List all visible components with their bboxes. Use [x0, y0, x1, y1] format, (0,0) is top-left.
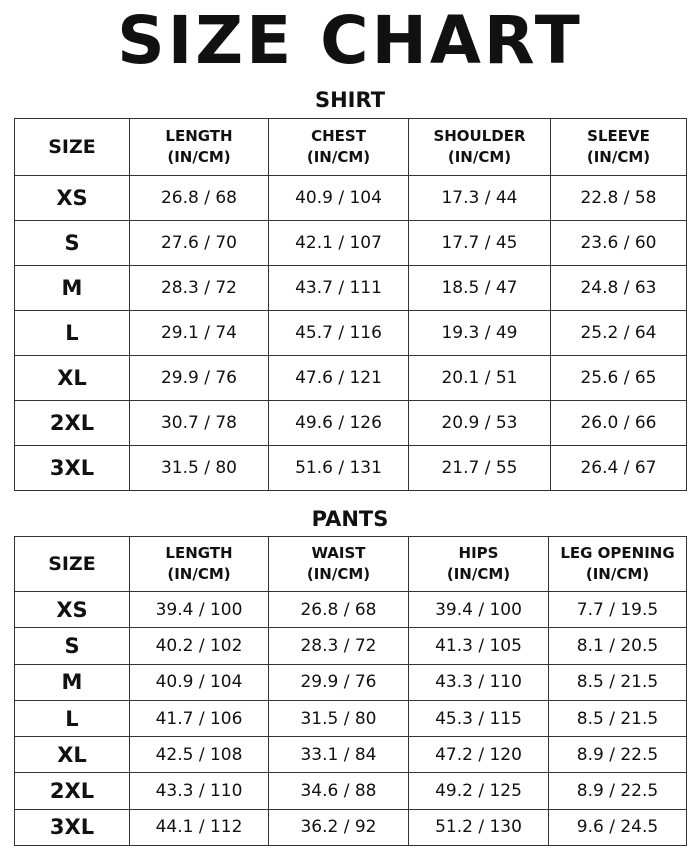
measurement-cell: 8.5 / 21.5	[549, 700, 687, 736]
measurement-cell: 26.8 / 68	[130, 176, 269, 221]
measurement-cell: 27.6 / 70	[130, 221, 269, 266]
measurement-cell: 40.9 / 104	[130, 664, 269, 700]
pants-column-header	[269, 537, 409, 592]
size-label: S	[15, 221, 130, 266]
measurement-cell: 18.5 / 47	[409, 266, 551, 311]
measurement-cell: 42.5 / 108	[130, 737, 269, 773]
measurement-cell: 45.7 / 116	[269, 311, 409, 356]
measurement-cell: 8.9 / 22.5	[549, 773, 687, 809]
measurement-cell: 19.3 / 49	[409, 311, 551, 356]
measurement-cell: 43.3 / 110	[409, 664, 549, 700]
measurement-cell: 9.6 / 24.5	[549, 809, 687, 845]
size-label: 2XL	[15, 401, 130, 446]
header-unit: (IN/CM)	[306, 148, 371, 166]
table-row	[15, 356, 687, 401]
pants-size-table	[14, 536, 687, 846]
shirt-column-header	[269, 119, 409, 176]
measurement-cell: 44.1 / 112	[130, 809, 269, 845]
measurement-cell: 45.3 / 115	[409, 700, 549, 736]
pants-table-body	[15, 592, 687, 846]
table-row	[15, 592, 687, 628]
table-row	[15, 700, 687, 736]
size-label: 2XL	[15, 773, 130, 809]
measurement-cell: 43.3 / 110	[130, 773, 269, 809]
measurement-cell: 7.7 / 19.5	[549, 592, 687, 628]
measurement-cell: 49.2 / 125	[409, 773, 549, 809]
header-label: SIZE	[48, 135, 96, 158]
measurement-cell: 51.2 / 130	[409, 809, 549, 845]
measurement-cell: 43.7 / 111	[269, 266, 409, 311]
measurement-cell: 47.6 / 121	[269, 356, 409, 401]
shirt-section-title: SHIRT	[314, 88, 386, 112]
size-label: XL	[15, 356, 130, 401]
table-row	[15, 266, 687, 311]
shirt-header-row	[15, 119, 687, 176]
measurement-cell: 17.7 / 45	[409, 221, 551, 266]
page-title: SIZE CHART	[117, 2, 583, 79]
size-label: XL	[15, 737, 130, 773]
measurement-cell: 31.5 / 80	[130, 446, 269, 491]
measurement-cell: 29.1 / 74	[130, 311, 269, 356]
header-label: WAIST	[311, 544, 366, 562]
measurement-cell: 20.1 / 51	[409, 356, 551, 401]
header-unit: (IN/CM)	[167, 148, 231, 166]
measurement-cell: 28.3 / 72	[130, 266, 269, 311]
measurement-cell: 20.9 / 53	[409, 401, 551, 446]
measurement-cell: 36.2 / 92	[269, 809, 409, 845]
table-row	[15, 311, 687, 356]
size-label: XS	[15, 176, 130, 221]
header-label: CHEST	[311, 127, 366, 145]
measurement-cell: 49.6 / 126	[269, 401, 409, 446]
header-label: LENGTH	[165, 127, 233, 145]
shirt-column-header	[15, 119, 130, 176]
pants-section-title: PANTS	[311, 507, 389, 531]
header-label: LENGTH	[165, 544, 233, 562]
pants-column-header	[549, 537, 687, 592]
table-row	[15, 737, 687, 773]
shirt-column-header	[409, 119, 551, 176]
size-label: XS	[15, 592, 130, 628]
measurement-cell: 8.9 / 22.5	[549, 737, 687, 773]
measurement-cell: 26.4 / 67	[551, 446, 687, 491]
measurement-cell: 40.9 / 104	[269, 176, 409, 221]
measurement-cell: 51.6 / 131	[269, 446, 409, 491]
measurement-cell: 25.6 / 65	[551, 356, 687, 401]
measurement-cell: 21.7 / 55	[409, 446, 551, 491]
shirt-column-header	[130, 119, 269, 176]
pants-column-header	[130, 537, 269, 592]
table-row	[15, 773, 687, 809]
measurement-cell: 17.3 / 44	[409, 176, 551, 221]
size-label: 3XL	[15, 446, 130, 491]
measurement-cell: 23.6 / 60	[551, 221, 687, 266]
table-row	[15, 221, 687, 266]
measurement-cell: 39.4 / 100	[409, 592, 549, 628]
table-row	[15, 809, 687, 845]
header-label: SHOULDER	[433, 127, 526, 145]
table-row	[15, 628, 687, 664]
header-unit: (IN/CM)	[585, 565, 650, 583]
header-label: LEG OPENING	[560, 544, 675, 562]
header-label: HIPS	[458, 544, 499, 562]
measurement-cell: 22.8 / 58	[551, 176, 687, 221]
measurement-cell: 29.9 / 76	[269, 664, 409, 700]
measurement-cell: 41.3 / 105	[409, 628, 549, 664]
measurement-cell: 26.0 / 66	[551, 401, 687, 446]
header-unit: (IN/CM)	[446, 565, 511, 583]
measurement-cell: 41.7 / 106	[130, 700, 269, 736]
table-row	[15, 446, 687, 491]
shirt-size-table	[14, 118, 687, 491]
header-label: SLEEVE	[587, 127, 650, 145]
measurement-cell: 30.7 / 78	[130, 401, 269, 446]
measurement-cell: 8.1 / 20.5	[549, 628, 687, 664]
measurement-cell: 42.1 / 107	[269, 221, 409, 266]
measurement-cell: 25.2 / 64	[551, 311, 687, 356]
table-row	[15, 664, 687, 700]
table-row	[15, 401, 687, 446]
header-unit: (IN/CM)	[586, 148, 651, 166]
header-unit: (IN/CM)	[167, 565, 231, 583]
size-label: M	[15, 266, 130, 311]
header-unit: (IN/CM)	[447, 148, 512, 166]
pants-header-row	[15, 537, 687, 592]
pants-column-header	[409, 537, 549, 592]
measurement-cell: 33.1 / 84	[269, 737, 409, 773]
size-label: M	[15, 664, 130, 700]
shirt-column-header	[551, 119, 687, 176]
measurement-cell: 31.5 / 80	[269, 700, 409, 736]
measurement-cell: 28.3 / 72	[269, 628, 409, 664]
measurement-cell: 34.6 / 88	[269, 773, 409, 809]
size-label: 3XL	[15, 809, 130, 845]
size-label: L	[15, 311, 130, 356]
measurement-cell: 24.8 / 63	[551, 266, 687, 311]
size-label: L	[15, 700, 130, 736]
size-label: S	[15, 628, 130, 664]
measurement-cell: 47.2 / 120	[409, 737, 549, 773]
measurement-cell: 26.8 / 68	[269, 592, 409, 628]
measurement-cell: 40.2 / 102	[130, 628, 269, 664]
shirt-table-body	[15, 176, 687, 491]
measurement-cell: 29.9 / 76	[130, 356, 269, 401]
pants-column-header	[15, 537, 130, 592]
measurement-cell: 39.4 / 100	[130, 592, 269, 628]
header-unit: (IN/CM)	[306, 565, 371, 583]
table-row	[15, 176, 687, 221]
measurement-cell: 8.5 / 21.5	[549, 664, 687, 700]
header-label: SIZE	[48, 552, 96, 575]
